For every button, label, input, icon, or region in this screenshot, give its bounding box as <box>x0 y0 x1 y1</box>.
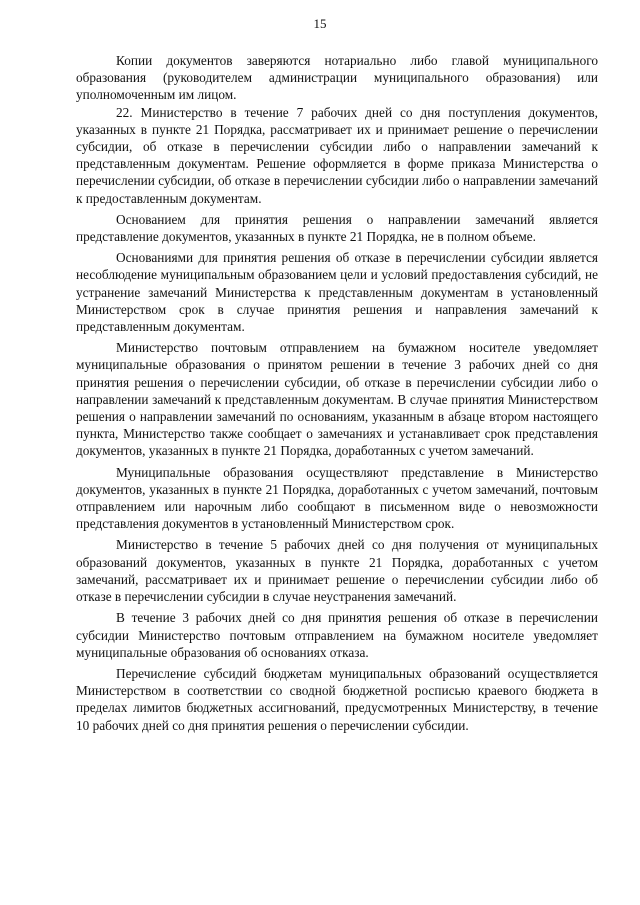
paragraph-resubmission: Муниципальные образования осуществляют представление в Министерство документов, указанных в пункте 21 Порядка, доработанных с учетом замечаний, почтовым отправлением или нарочным либо сообщают в письменном виде о невозможности представления документов в установленный Министерством срок. <box>76 464 598 532</box>
page-number: 15 <box>313 16 327 31</box>
paragraph-refusal-basis: Основаниями для принятия решения об отказе в перечислении субсидии является несоблюдение муниципальным образованием цели и условий предоставления субсидий, не устранение замечаний Министерства к представленным документам в установленный Министерством срок в случае принятия решения и направления замечаний к представленным документам. <box>76 250 598 335</box>
paragraph-notification: Министерство почтовым отправлением на бумажном носителе уведомляет муниципальные образования о принятом решении в течение 3 рабочих дней со дня принятия решения о перечислении субсидии, об отказе в перечислении субсидии либо о направлении замечаний к представленным документам. В случае принятия Министерством решения о направлении замечаний по основаниям, указанным в абзаце втором настоящего пункта, Министерство также сообщает о замечаниях и устанавливает срок представления документов, указанных в пункте 21 Порядка, доработанных с учетом замечаний. <box>76 340 598 459</box>
paragraph-review: Министерство в течение 5 рабочих дней со дня получения от муниципальных образований документов, указанных в пункте 21 Порядка, доработанных с учетом замечаний, рассматривает их и принимает решение о перечислении субсидии либо об отказе в перечислении субсидии в случае неустранения замечаний. <box>76 537 598 605</box>
paragraph-item-22: 22. Министерство в течение 7 рабочих дней со дня поступления документов, указанных в пункте 21 Порядка, рассматривает их и принимает решение о перечислении субсидии, об отказе в перечислении субсидии либо о направлении замечаний к представленным документам. Решение оформляется в форме приказа Министерства о перечислении субсидии, об отказе в перечислении субсидии либо о направлении замечаний к предоставленным документам. <box>76 104 598 206</box>
paragraph-remarks-basis: Основанием для принятия решения о направлении замечаний является представление документов, указанных в пункте 21 Порядка, не в полном объеме. <box>76 211 598 245</box>
document-body <box>76 52 598 734</box>
paragraph-refusal-notice: В течение 3 рабочих дней со дня принятия решения об отказе в перечислении субсидии Министерство почтовым отправлением на бумажном носителе уведомляет муниципальные образования об основаниях отказа. <box>76 610 598 660</box>
paragraph-copies: Копии документов заверяются нотариально либо главой муниципального образования (руководителем администрации муниципального образования) или уполномоченным им лицом. <box>76 53 598 103</box>
paragraph-transfer: Перечисление субсидий бюджетам муниципальных образований осуществляется Министерством в соответствии со сводной бюджетной росписью краевого бюджета в пределах лимитов бюджетных ассигнований, предусмотренных Министерству, в течение 10 рабочих дней со дня принятия решения о перечислении субсидии. <box>76 665 598 733</box>
